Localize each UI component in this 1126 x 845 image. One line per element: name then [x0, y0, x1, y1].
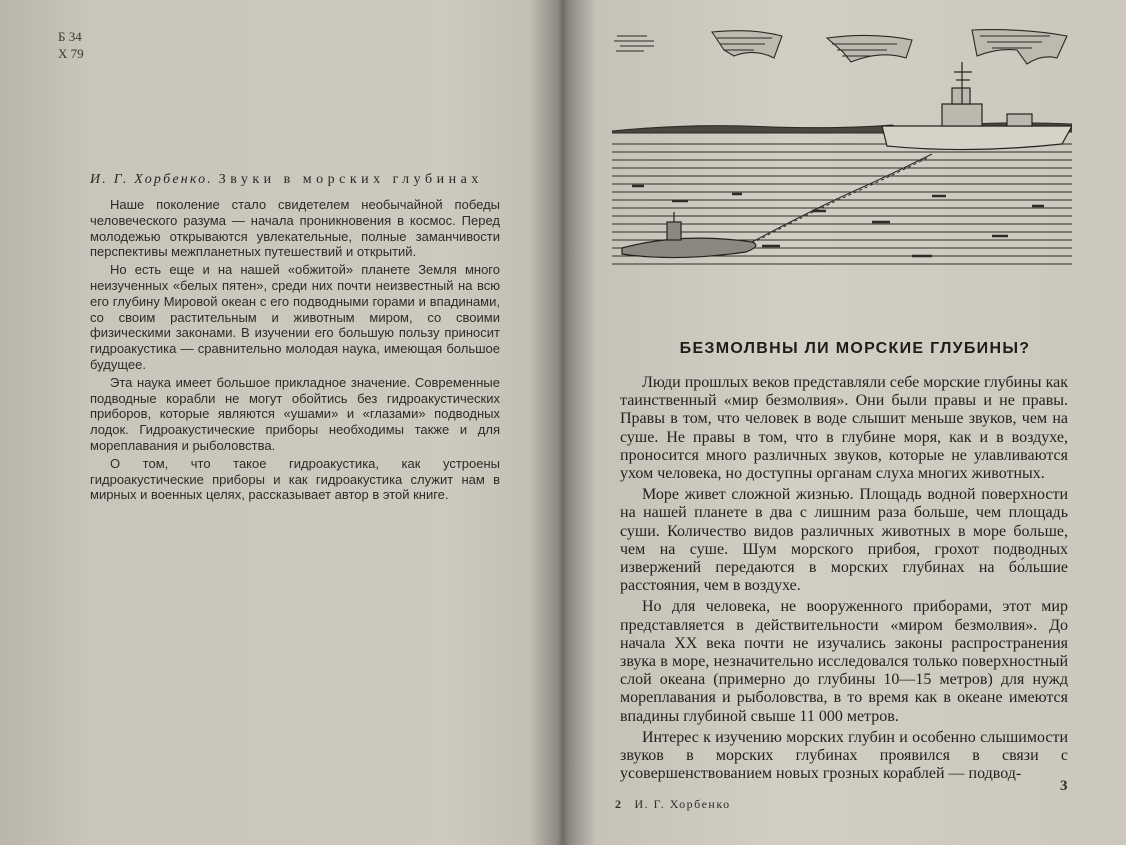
body-paragraph: Но для человека, не вооруженного приборами, этот мир представляется в действительности «миром безмолвия». До начала XX века почти не изучались законы распространения звука в море, незначительно исследовался только поверхностный слой океана (примерно до глубины 10—15 метров) для нужд мореплавания и рыболовства, в то время как в океане имеются впадины глубиной свыше 11 000 метров.: [620, 598, 1068, 725]
chapter-title: БЕЗМОЛВНЫ ЛИ МОРСКИЕ ГЛУБИНЫ?: [679, 340, 1031, 357]
body-paragraph: Интерес к изучению морских глубин и особенно слышимости звуков в морских глубинах проявился в связи с усовершенствованием новых грозных кораблей — подвод-: [620, 728, 1068, 783]
page-number-left: 2: [615, 797, 623, 811]
abstract-paragraph: Наше поколение стало свидетелем необычайной победы человеческого разума — начала проникновения в космос. Перед молодежью открываются увлекательные, полные заманчивости перспективы межпланетных путешествий и открытий.: [90, 197, 500, 260]
abstract-paragraph: О том, что такое гидроакустика, как устроены гидроакустические приборы и как гидроакустика служит нам в мирных и военных целях, рассказывает автор в этой книге.: [90, 455, 500, 503]
chapter-body: [620, 374, 1068, 786]
submarine: [622, 212, 756, 258]
abstract-text: [90, 197, 500, 505]
abstract-paragraph: Но есть еще и на нашей «обжитой» планете Земля много неизученных «белых пятен», среди них почти неизвестный на всю его глубину Мировой океан с его подводными горами и впадинами, со своим растительным и животным миром, со своими физическими законами. В изучении его большую пользу приносит гидроакустика — сравнительно молодая наука, имеющая большое будущее.: [90, 262, 500, 372]
page-number-right: 3: [1060, 778, 1068, 794]
ship-submarine-illustration: [612, 26, 1072, 276]
page-footer-left: [615, 797, 731, 812]
catalog-line-2: Х 79: [58, 46, 84, 61]
abstract-header: [90, 172, 500, 188]
catalog-line-1: Б 34: [58, 29, 82, 44]
abstract-book-title: Звуки в морских глубинах: [218, 172, 483, 187]
catalog-code: [58, 28, 84, 62]
footer-author: И. Г. Хорбенко: [634, 797, 731, 811]
abstract-author: И. Г. Хорбенко.: [90, 172, 214, 187]
right-page: [560, 0, 1126, 845]
abstract-paragraph: Эта наука имеет большое прикладное значение. Современные подводные корабли не могут обойтись без гидроакустических приборов, которые являются «ушами» и «глазами» подводных лодок. Гидроакустические приборы необходимы также и для мореплавания и рыболовства.: [90, 374, 500, 453]
clouds: [614, 30, 1067, 64]
left-page: [0, 0, 556, 845]
ship: [882, 62, 1072, 150]
body-paragraph: Люди прошлых веков представляли себе морские глубины как таинственный «мир безмолвия». Они были правы и не правы. Правы в том, что человек в воде слышит меньше звуков, чем на суше. Не правы в том, что в глубине моря, как и в воздухе, проносится много различных звуков, которые не улавливаются ухом человека, но доступны органам слуха многих животных.: [620, 374, 1068, 483]
body-paragraph: Море живет сложной жизнью. Площадь водной поверхности на нашей планете в два с лишним раза больше, чем площадь суши. Количество видов различных животных в море больше, чем на суше. Шум морского прибоя, грохот подводных извержений передаются в морских глубинах на бо́льшие расстояния, чем в воздухе.: [620, 486, 1068, 595]
